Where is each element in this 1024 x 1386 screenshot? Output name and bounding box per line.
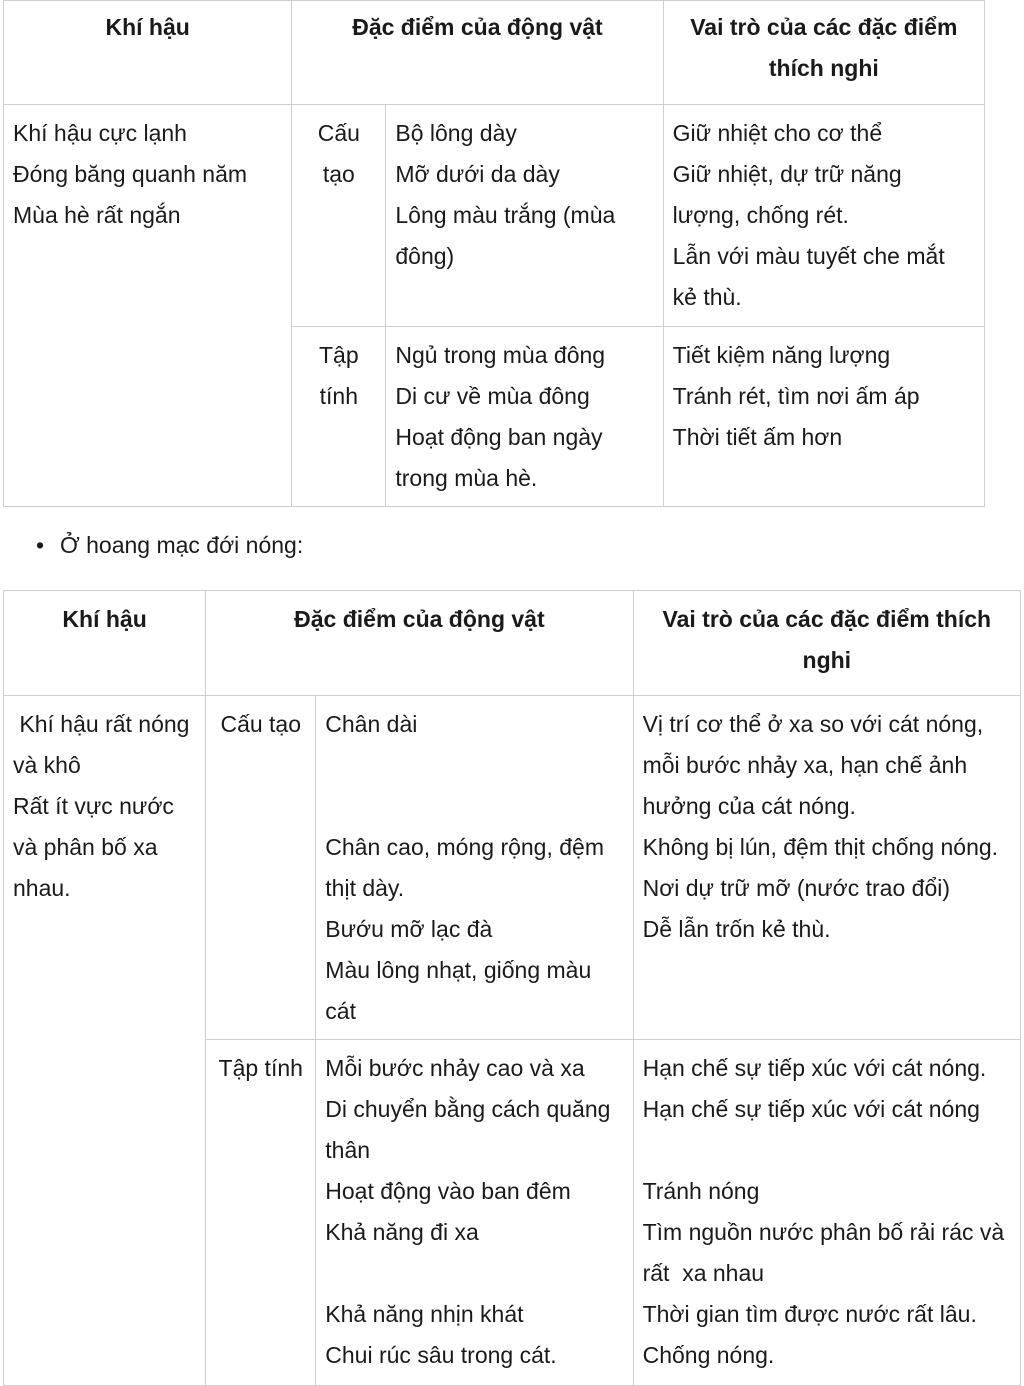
header-climate: Khí hậu [4, 1, 292, 105]
role-line: kẻ thù. [672, 284, 742, 310]
feature-line: Chân cao, móng rộng, đệm [325, 834, 604, 860]
role-line: Lẫn với màu tuyết che mắt [672, 243, 945, 269]
roles-cell [633, 696, 1020, 1040]
role-line: Thời gian tìm được nước rất lâu. [642, 1301, 977, 1327]
type-line: Tập [319, 342, 359, 368]
type-cell-structure [206, 696, 316, 1040]
role-line: Giữ nhiệt, dự trữ năng [672, 161, 902, 187]
bullet-dot-icon: • [36, 532, 45, 558]
type-line: Cấu [317, 120, 360, 146]
feature-line: đông) [395, 243, 455, 269]
header-adaptation-roles [663, 1, 984, 105]
roles-cell [663, 327, 984, 507]
feature-line: Khả năng đi xa [325, 1219, 479, 1245]
role-line: Không bị lún, đệm thịt chống nóng. [642, 834, 999, 860]
type-line: Tập tính [218, 1055, 303, 1081]
type-cell-structure [292, 105, 386, 327]
feature-line: Ngủ trong mùa đông [395, 342, 606, 368]
climate-line: và khô [13, 752, 81, 778]
header-roles-line: Vai trò của các đặc điểm thích [662, 606, 992, 632]
climate-cell [4, 105, 292, 507]
features-cell [386, 105, 663, 327]
section-bullet [36, 525, 303, 566]
type-line: tính [319, 383, 359, 409]
feature-line: Mỡ dưới da dày [395, 161, 560, 187]
climate-line: Khí hậu cực lạnh [13, 120, 187, 146]
table-header-row [4, 1, 985, 105]
feature-line: Chui rúc sâu trong cát. [325, 1342, 557, 1368]
feature-line: Hoạt động vào ban đêm [325, 1178, 571, 1204]
feature-line: Bướu mỡ lạc đà [325, 916, 493, 942]
feature-line: trong mùa hè. [395, 465, 538, 491]
feature-line: Khả năng nhịn khát [325, 1301, 524, 1327]
role-line: Hạn chế sự tiếp xúc với cát nóng [642, 1096, 980, 1122]
climate-line: Đóng băng quanh năm [13, 161, 248, 187]
features-cell [386, 327, 663, 507]
climate-cell [4, 696, 206, 1386]
feature-spacer [325, 745, 624, 786]
role-line: Tìm nguồn nước phân bố rải rác và [642, 1219, 1005, 1245]
feature-spacer [325, 786, 624, 827]
feature-line: Mỗi bước nhảy cao và xa [325, 1055, 585, 1081]
climate-line: nhau. [13, 875, 71, 901]
feature-line: thịt dày. [325, 875, 405, 901]
role-line: rất xa nhau [642, 1260, 765, 1286]
type-cell-behavior [292, 327, 386, 507]
role-line: Tiết kiệm năng lượng [672, 342, 891, 368]
feature-line: thân [325, 1137, 371, 1163]
table-header-row [4, 591, 1021, 696]
header-animal-features: Đặc điểm của động vật [292, 1, 663, 105]
role-line: Dễ lẫn trốn kẻ thù. [642, 916, 831, 942]
feature-line: Di cư về mùa đông [395, 383, 590, 409]
type-line: Cấu tạo [220, 711, 302, 737]
feature-line: Di chuyển bằng cách quăng [325, 1096, 611, 1122]
cold-zone-table [3, 0, 985, 507]
header-roles-line: Vai trò của các đặc điểm [690, 14, 958, 40]
role-line: Thời tiết ấm hơn [672, 424, 843, 450]
roles-cell [663, 105, 984, 327]
header-climate: Khí hậu [4, 591, 206, 696]
feature-line: Màu lông nhạt, giống màu [325, 957, 592, 983]
climate-line: và phân bố xa [13, 834, 158, 860]
feature-spacer [325, 1253, 624, 1294]
role-line: Vị trí cơ thể ở xa so với cát nóng, [642, 711, 984, 737]
climate-line: Khí hậu rất nóng [13, 711, 190, 737]
feature-line: Hoạt động ban ngày [395, 424, 603, 450]
role-line: lượng, chống rét. [672, 202, 849, 228]
role-line: Hạn chế sự tiếp xúc với cát nóng. [642, 1055, 987, 1081]
feature-line: Bộ lông dày [395, 120, 517, 146]
bullet-text: Ở hoang mạc đới nóng: [60, 532, 304, 558]
roles-cell [633, 1040, 1020, 1386]
table-row [4, 696, 1021, 1040]
feature-line: Lông màu trắng (mùa [395, 202, 616, 228]
role-spacer [643, 1130, 1012, 1171]
header-roles-line: thích nghi [768, 55, 879, 81]
role-line: Chống nóng. [642, 1342, 775, 1368]
hot-desert-table [3, 590, 1021, 1386]
role-line: Giữ nhiệt cho cơ thể [672, 120, 883, 146]
table-row [4, 105, 985, 327]
features-cell [316, 1040, 633, 1386]
header-animal-features: Đặc điểm của động vật [206, 591, 633, 696]
header-adaptation-roles [633, 591, 1020, 696]
features-cell [316, 696, 633, 1040]
climate-line: Mùa hè rất ngắn [13, 202, 181, 228]
type-cell-behavior [206, 1040, 316, 1386]
type-line: tạo [322, 161, 355, 187]
role-line: Nơi dự trữ mỡ (nước trao đổi) [642, 875, 951, 901]
role-line: mỗi bước nhảy xa, hạn chế ảnh [642, 752, 968, 778]
feature-line: cát [325, 998, 356, 1024]
role-line: Tránh rét, tìm nơi ấm áp [672, 383, 920, 409]
header-roles-line: nghi [802, 647, 852, 673]
climate-line: Rất ít vực nước [13, 793, 174, 819]
role-line: hưởng của cát nóng. [642, 793, 856, 819]
feature-line: Chân dài [325, 711, 418, 737]
role-line: Tránh nóng [642, 1178, 760, 1204]
